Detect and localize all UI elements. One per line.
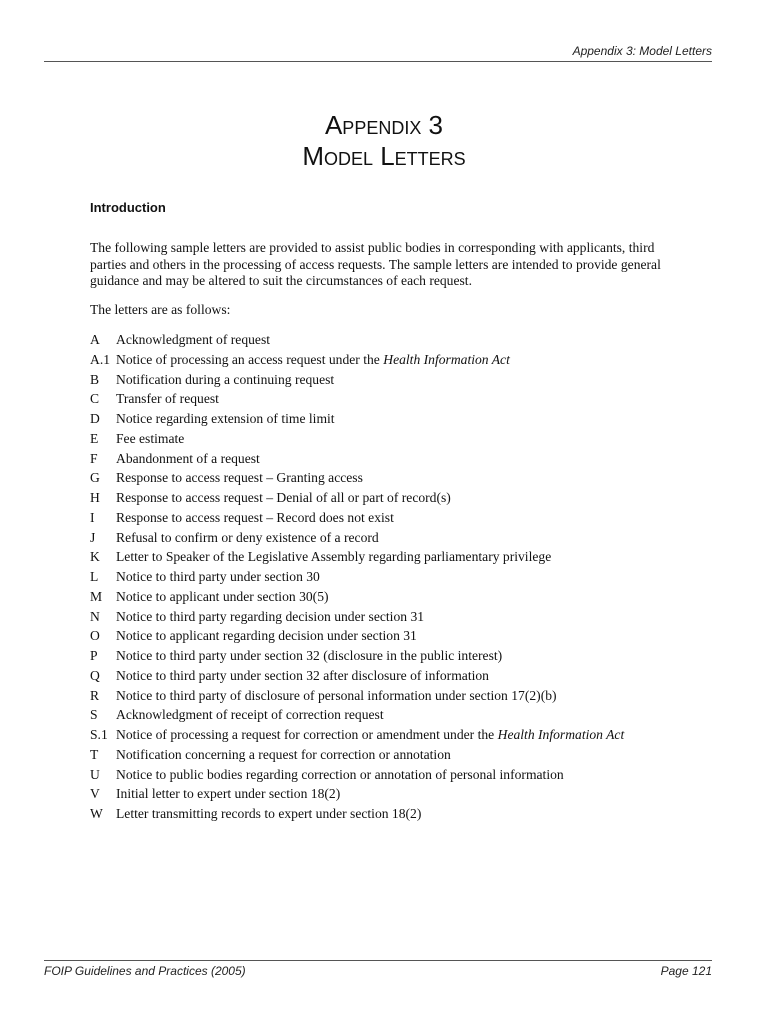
footer-page-number: Page 121 [660,964,712,978]
letter-description: Abandonment of a request [116,450,260,466]
letter-description: Transfer of request [116,391,219,407]
letter-description: Initial letter to expert under section 18(2) [116,786,341,802]
letter-act-name: Health Information Act [497,727,625,742]
letter-code: M [90,588,103,604]
letter-description: Acknowledgment of request [116,332,271,347]
list-item [90,686,624,706]
list-item [90,705,624,725]
letter-description: Response to access request – Record does not exist [116,509,394,525]
list-item [90,370,624,390]
lead-in-text: The letters are as follows: [90,302,231,317]
letter-description: Notice of processing an access request under the [116,351,384,367]
list-item [90,350,624,370]
running-header [44,44,712,62]
list-item [90,646,624,666]
letter-code: O [90,628,100,644]
letter-act-name: Health Information Act [383,351,510,367]
letter-description: Notice to applicant under section 30(5) [116,588,329,604]
letter-code: N [90,608,100,624]
list-item [90,607,624,627]
letter-description: Notice to third party of disclosure of personal information under section 17(2)(b) [116,687,557,703]
letter-description: Refusal to confirm or deny existence of a record [116,529,379,545]
list-item [90,449,624,469]
list-item [90,587,624,607]
list-item [90,784,624,804]
list-item [90,745,624,765]
letter-code: V [90,786,100,802]
letter-description: Letter transmitting records to expert under section 18(2) [116,806,422,821]
letter-description: Notification during a continuing request [116,371,335,387]
letter-code: I [90,509,95,525]
letter-code: D [90,411,100,426]
list-item [90,508,624,528]
list-item [90,725,624,745]
footer-publication: FOIP Guidelines and Practices (2005) [44,964,246,978]
letter-code: A [90,332,100,347]
letter-code: H [90,490,100,505]
letter-code: C [90,391,100,407]
letter-code: J [90,529,96,545]
letter-description: Response to access request – Denial of all or part of record(s) [116,490,451,505]
list-item [90,389,624,409]
letter-code: A.1 [90,351,111,367]
letter-description: Notice regarding extension of time limit [116,411,335,426]
letter-code: G [90,470,100,486]
letter-description: Notice to public bodies regarding correction or annotation of personal information [116,766,564,782]
list-item [90,567,624,587]
letter-description: Response to access request – Granting access [116,470,363,486]
list-item [90,547,624,567]
letter-description: Notice of processing a request for correction or amendment under the [116,727,498,742]
letter-description: Acknowledgment of receipt of correction request [116,707,384,723]
letter-code: R [90,687,100,703]
letter-code: U [90,766,100,782]
letter-description: Notice to applicant regarding decision under section 31 [116,628,417,644]
running-header-title: Appendix 3: Model Letters [572,44,712,58]
intro-paragraph: The following sample letters are provided to assist public bodies in corresponding with applicants, third parties and others in the processing of access requests. The sample letters are intended to provide general guidance and may be altered to suit the circumstances of each request. [90,240,661,288]
list-item [90,429,624,449]
letter-description: Notice to third party under section 30 [116,569,320,584]
list-item [90,330,624,350]
letter-code: E [90,430,99,446]
list-item [90,488,624,508]
letter-description: Notice to third party under section 32 (disclosure in the public interest) [116,648,503,663]
letter-code: T [90,746,99,762]
letter-description: Letter to Speaker of the Legislative Assembly regarding parliamentary privilege [116,549,552,565]
letter-code: W [90,806,103,821]
list-item [90,528,624,548]
page-title-line-2: Model Letters [302,141,466,171]
page-title-line-1: Appendix 3 [324,110,444,140]
list-item [90,626,624,646]
letter-code: S [90,707,98,723]
letter-code: Q [90,667,100,683]
section-heading: Introduction [90,200,166,215]
letter-description: Notification concerning a request for correction or annotation [116,746,451,762]
letter-description: Fee estimate [116,430,185,446]
letter-code: P [90,648,98,663]
letter-code: S.1 [90,727,108,742]
list-item [90,468,624,488]
running-footer [44,960,712,978]
letter-code: B [90,371,100,387]
letter-description: Notice to third party under section 32 after disclosure of information [116,667,489,683]
letter-description: Notice to third party regarding decision under section 31 [116,608,425,624]
page-title [0,110,768,172]
letter-code: L [90,569,99,584]
letters-list [90,330,624,824]
list-item [90,804,624,824]
letter-code: K [90,549,100,565]
list-item [90,409,624,429]
letter-code: F [90,450,98,466]
list-item [90,666,624,686]
list-item [90,765,624,785]
